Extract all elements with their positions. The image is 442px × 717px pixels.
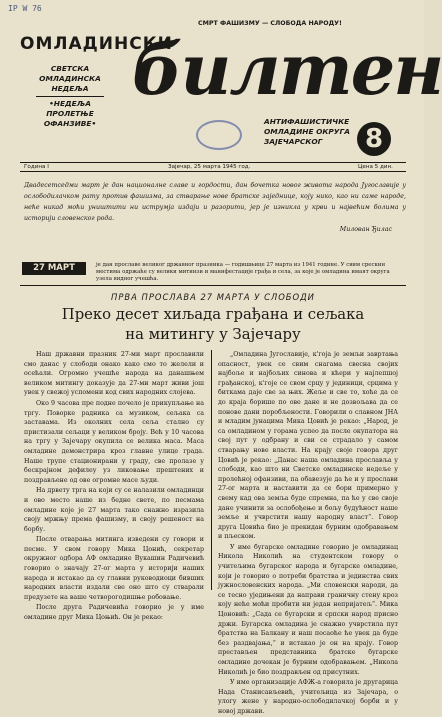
- week-box-line: НЕДЕЉА: [51, 84, 89, 93]
- organization-line: ОМЛАДИНЕ ОКРУГА: [264, 127, 350, 136]
- notice-text: је дан прославе великог државног празника — годишњице 27 марта из 1941 године. У свим срескин местима одржаће су велики митинзи и манифестације грађа и села, за које је омладина имаят округа узела видног учешћа.: [96, 262, 390, 282]
- week-box-line: ОМЛАДИНСКА: [39, 74, 101, 83]
- dateline: [20, 162, 406, 172]
- organization-line: АНТИФАШИСТИЧКЕ: [264, 117, 350, 126]
- library-stamp: [196, 120, 242, 150]
- lead-quote-text: Двадесетседми март је дан националне славе и гордости, дан бочетка новог живота народа Југославије у ослободилачком рату против фашизма, за стварање нове братске заједнице, коју нико, као ни саме народе, неће никад моћи уништити ни иструмја издаји и разорити, јер је изникла у крви и највећим болима у историји словенског рода.: [24, 182, 406, 222]
- article-paragraph: У име бугарске омладине говорио је омладинац Никола Николић на студентском говору о учитељима бугарског народа и бугарске омладине, који је говорио о потреби братства и јединства свих јужнословенских народа. „Ми словенски народи, да се тесно уједињени да направи граничну стену кроз коју неће моћи пробити ни један непријатељ“. Мика Цоновић: „Сада се бугарски и српски народ присно држи. Бугарска омладина је снажно учврстила пут братства на Балкану и наш посаоће ће увек да буде без раздвајања,“ и истакао је он на крају. Говор престављен представника братске бугарске омладине дочекан је бурним одобравањем. „Никола Николић је био поздрављен од присутних.: [218, 543, 398, 676]
- date-box: 27 МАРТ: [22, 262, 86, 275]
- article-paragraph: После отварања митинга изведени су говори и песме. У свом говору Мика Цонић, секретар окружног одбора АФ омладине Вукашин Радичевић говорио о значају 27-ог марта у историји наших народа и истакао да су главни руководиоци бивших народних власти издали све оно што су стварали предузете на ваше четворогодишње робовање.: [24, 536, 204, 601]
- section-divider: [20, 285, 406, 286]
- masthead-big-title: билтен: [132, 28, 442, 111]
- issue-number-badge: 8: [357, 122, 391, 156]
- article-paragraph: У име организације АФЖ-а говорила је другарица Нада Станисављевић, учитељица из Зајечара, о улогу жене у народно-ослободилачкој борби и у новој држави.: [218, 679, 398, 715]
- week-box-line: ПРОЛЕТЊЕ: [46, 109, 94, 118]
- dateline-year: Година I: [24, 164, 49, 170]
- headline-line-1: Преко десет хиљада грађана и сељака: [61, 306, 365, 323]
- article-column-right: [218, 350, 398, 715]
- article-headline: [20, 305, 406, 345]
- article-column-left: [24, 350, 204, 622]
- week-box-line: ОФАНЗИВЕ•: [43, 119, 97, 128]
- lead-quote-author: Милован Ђилас: [339, 226, 392, 233]
- organization-line: ЗАЈЕЧАРСКОГ: [264, 137, 323, 146]
- column-divider: [211, 350, 212, 590]
- masthead-organization: [264, 117, 350, 147]
- article-paragraph: Око 9 часова пре подне почело је прикупљање на тргу. Поворке радника са музиком, сељака са заставама. Из околних села сеља стално су пристизали сељаци у великом броју. Већ у 10 часова на тргу у Зајечару окупила се велика маса. Маса омладине демонстрира кроз главне улице града. Наше трупе стационирани у граду, све пролазе у бескрајном дефилеу уз ликовање прештених и поздрављене од ове огромне масе људи.: [24, 399, 204, 484]
- dateline-place-date: Зајечар, 25 марта 1945 год.: [168, 164, 251, 170]
- article-paragraph: Наш државни празник 27-ми март прославили смо данас у слободи онако како смо то желели и осећали. Огромно учешће народа на данашњем великом митингу доказује да 27-ми март живи још увек у свежој успомени код свих народних слојева.: [24, 351, 204, 397]
- lead-quote: [24, 180, 406, 235]
- article-paragraph: На дрвету трга на који су се налазили омладинци и ово место наше из бедне свете, по песмама омладине које је 27 марта тако снажно изразила своју мржњу према фашизму, и своју решеност на борбу.: [24, 487, 204, 533]
- week-box-line: •НЕДЕЉА: [49, 99, 91, 108]
- archive-mark: IP W 76: [8, 4, 42, 13]
- article-paragraph: „Омладина Југославије, к'гоја је земљи завртања опасност, увек се свим снагама свесна својих најбоље и најбољих синова и кћери у најлепшој грађанској, к'гоје се свом срцу у јединици, срцима у биткама даје све за њих. Жеље и све то, хоће да се до краја борише по ове дане и не дозвољава да се понове дани поробљености. Говорили о славном ЈНА и младим јунацима Мика Цовић је рекао: „Народ, је са омладином у горама успео да после окупатора на свој пут у одбрану и сви се страдало у самом стварању нове власти. На крају своје говора друг Цовић је рекао: „Данас наша омладина прославља у слободи, као што ни Светске омладинске недеље у пролећној офанзиви, па обавезује да ће и у прослави 27-ог марта и наставити да се бори примерно у свему кад ова земља буде спремна, па ће у све своје дане учинити за ослобођење и бољу будућност наше земље и учврстити нашу народну власт“. Говор друга Цовића био је прекидан бурним одобравањем и пљеском.: [218, 351, 398, 541]
- week-box: [30, 64, 110, 129]
- article-kicker: ПРВА ПРОСЛАВА 27 МАРТА У СЛОБОДИ: [111, 292, 315, 302]
- masthead-slogan: СМРТ ФАШИЗМУ — СЛОБОДА НАРОДУ!: [198, 20, 342, 27]
- week-box-line: СВЕТСКА: [50, 64, 90, 73]
- headline-line-2: на митингу у Зајечару: [125, 326, 301, 343]
- week-box-divider: [36, 96, 104, 97]
- masthead-left-title: ОМЛАДИНСКИ: [20, 34, 173, 54]
- dateline-price: Цена 5 дин.: [358, 164, 393, 170]
- article-paragraph: После друга Радичевића говорио је у име омладине друг Мика Цоњић. Он је рекао:: [24, 604, 204, 622]
